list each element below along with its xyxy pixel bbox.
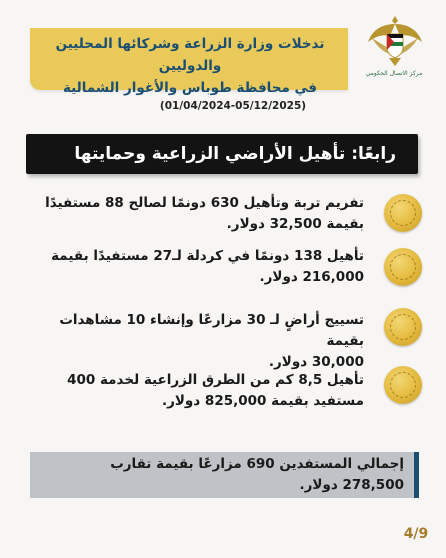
date-range: (01/04/2024-05/12/2025) — [159, 100, 307, 112]
government-logo-icon — [360, 8, 430, 78]
list-item-line2: مستفيد بقيمة 825,000 دولار. — [161, 393, 364, 409]
page-title-line1: تدخلات وزارة الزراعة وشركائها المحليين والدوليين — [55, 36, 325, 74]
summary-line2: 278,500 دولار. — [299, 477, 404, 493]
list-item — [24, 193, 364, 235]
list-item-line1: تسييج أراضٍ لـ 30 مزارعًا وإنشاء 10 مشاهدات بقيمة — [59, 312, 364, 349]
page-number: 4/9 — [403, 526, 429, 542]
page-title-line2: في محافظة طوباس والأغوار الشمالية — [62, 80, 318, 96]
gold-coin-icon — [384, 194, 422, 232]
list-item-line2: 216,000 دولار. — [259, 269, 364, 285]
list-item — [24, 370, 364, 412]
list-item — [24, 246, 364, 288]
gold-coin-icon — [384, 366, 422, 404]
list-item-line2: 30,000 دولار. — [268, 354, 364, 370]
section-title: رابعًا: تأهيل الأراضي الزراعية وحمايتها — [74, 144, 396, 164]
logo-caption: مركز الاتصال الحكومي — [365, 70, 423, 77]
summary-text — [38, 454, 404, 496]
summary-line1: إجمالي المستفدين 690 مزارعًا بقيمة تقارب — [110, 456, 404, 472]
gold-coin-icon — [384, 308, 422, 346]
gold-coin-icon — [384, 248, 422, 286]
list-item-line1: تأهيل 8,5 كم من الطرق الزراعية لخدمة 400 — [67, 372, 364, 388]
page-title — [34, 33, 346, 99]
list-item-line2: بقيمة 32,500 دولار. — [226, 216, 364, 232]
list-item-line1: تفريم تربة وتأهيل 630 دونمًا لصالح 88 مستفيدًا — [45, 195, 364, 211]
list-item — [24, 310, 364, 373]
list-item-line1: تأهيل 138 دونمًا في كردلة لـ27 مستفيدًا بقيمة — [51, 248, 364, 264]
